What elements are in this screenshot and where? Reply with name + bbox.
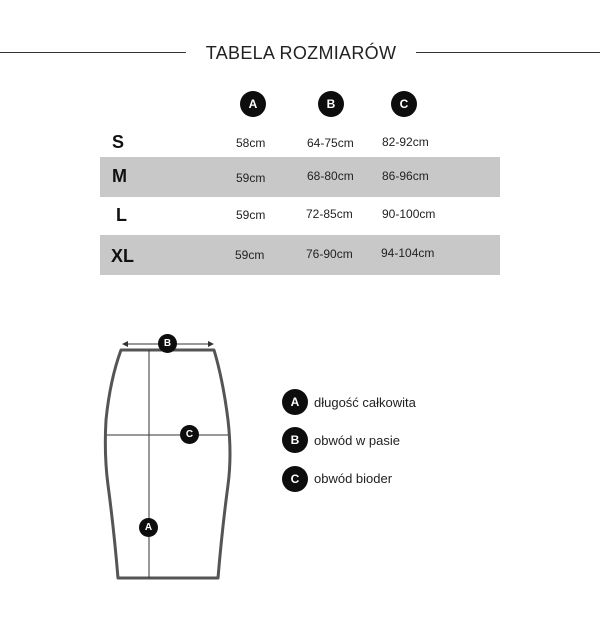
cell-b: 68-80cm bbox=[307, 169, 354, 183]
cell-c: 94-104cm bbox=[381, 246, 435, 260]
size-label: L bbox=[116, 205, 127, 225]
column-header-c: C bbox=[391, 91, 417, 117]
cell-c: 82-92cm bbox=[382, 135, 429, 149]
diagram-marker-c: C bbox=[180, 425, 199, 444]
cell-c: 86-96cm bbox=[382, 169, 429, 183]
column-header-b: B bbox=[318, 91, 344, 117]
skirt-outline bbox=[105, 350, 230, 578]
page-title: TABELA ROZMIARÓW bbox=[205, 43, 397, 63]
size-label: S bbox=[112, 132, 125, 152]
size-label: XL bbox=[111, 246, 135, 266]
legend-marker-b: B bbox=[282, 427, 308, 453]
cell-c: 90-100cm bbox=[382, 207, 436, 221]
cell-b: 76-90cm bbox=[306, 247, 353, 261]
cell-b: 72-85cm bbox=[306, 207, 353, 221]
legend-label-b: obwód w pasie bbox=[314, 433, 400, 448]
column-header-a: A bbox=[240, 91, 266, 117]
legend-label-a: długość całkowita bbox=[314, 395, 416, 410]
cell-b: 64-75cm bbox=[307, 136, 354, 150]
cell-a: 59cm bbox=[235, 248, 265, 262]
legend-marker-c: C bbox=[282, 466, 308, 492]
cell-a: 59cm bbox=[236, 208, 266, 222]
legend-marker-a: A bbox=[282, 389, 308, 415]
diagram-marker-b: B bbox=[158, 334, 177, 353]
diagram-marker-a: A bbox=[139, 518, 158, 537]
size-label: M bbox=[112, 166, 127, 186]
legend-label-c: obwód bioder bbox=[314, 471, 393, 486]
cell-a: 58cm bbox=[236, 136, 266, 150]
cell-a: 59cm bbox=[236, 171, 266, 185]
